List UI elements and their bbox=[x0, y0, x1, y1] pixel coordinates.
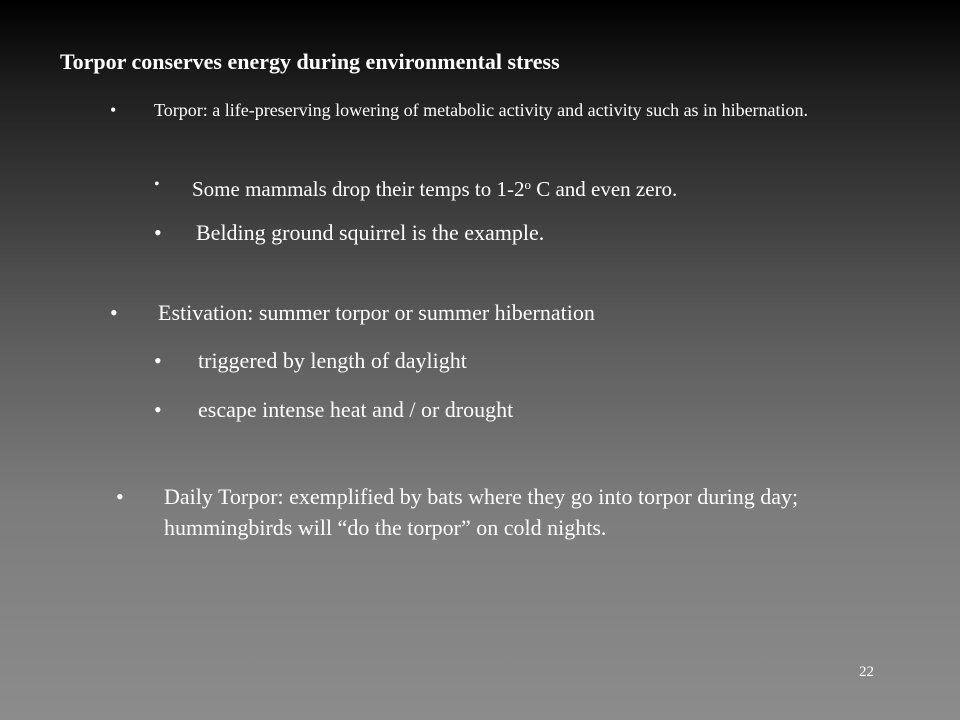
bullet-text: escape intense heat and / or drought bbox=[198, 397, 514, 422]
slide-title: Torpor conserves energy during environmental stress bbox=[60, 49, 560, 74]
bullet-escape-heat bbox=[154, 394, 874, 426]
bullet-marker: • bbox=[110, 100, 117, 120]
bullet-text: Belding ground squirrel is the example. bbox=[196, 220, 545, 245]
bullet-mammals-temps bbox=[154, 170, 874, 204]
page-number: 22 bbox=[859, 664, 874, 680]
bullet-text bbox=[192, 170, 874, 204]
bullet-marker: • bbox=[110, 300, 118, 325]
bullet-marker: • bbox=[154, 397, 162, 422]
bullet-marker: • bbox=[154, 348, 162, 373]
bullet-text-part: Some mammals drop their temps to 1-2 bbox=[192, 177, 525, 201]
bullet-daily-torpor bbox=[116, 481, 906, 543]
bullet-text: triggered by length of daylight bbox=[198, 348, 467, 373]
bullet-ground-squirrel bbox=[154, 217, 874, 249]
bullet-marker: • bbox=[116, 484, 124, 509]
degree-superscript: o bbox=[524, 177, 531, 192]
bullet-estivation bbox=[110, 297, 900, 329]
bullet-text: Torpor: a life-preserving lowering of metabolic activity and activity such as in hibernation. bbox=[154, 100, 809, 120]
bullet-text-part: C and even zero. bbox=[530, 177, 678, 201]
bullet-text: Daily Torpor: exemplified by bats where they go into torpor during day; hummingbirds will “do the torpor” on cold nights. bbox=[164, 484, 799, 540]
bullet-torpor-definition bbox=[110, 97, 900, 124]
bullet-marker: • bbox=[154, 220, 162, 245]
bullet-daylight-trigger bbox=[154, 345, 874, 377]
bullet-text: Estivation: summer torpor or summer hibernation bbox=[158, 300, 595, 325]
bullet-marker: • bbox=[154, 176, 160, 193]
